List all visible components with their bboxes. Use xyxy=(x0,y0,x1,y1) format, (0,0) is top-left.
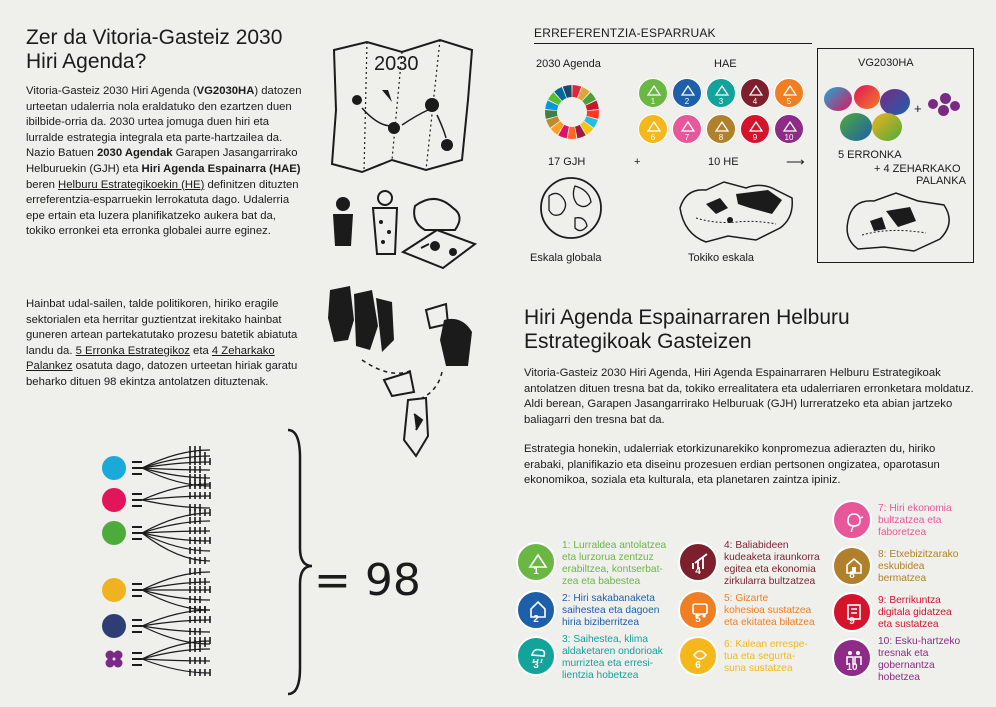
text-run: 4 Zeharkako Palankez xyxy=(26,344,275,373)
lever-dot-2 xyxy=(940,93,951,104)
goal-label-line: 3: Saihestea, klima xyxy=(562,634,649,645)
goal-label-line: gobernantza xyxy=(878,660,935,671)
goal-label-line: faboretzea xyxy=(878,527,927,538)
hae-goal-number: 5 xyxy=(786,97,792,106)
goal-label-line: eta lurzorua zentzuz xyxy=(562,552,654,563)
challenge-blob-2 xyxy=(854,85,880,109)
process-paragraph xyxy=(26,297,304,391)
agenda2030-label: 2030 Agenda xyxy=(536,58,601,70)
goal-number: 4 xyxy=(695,566,701,577)
goal-label-line: 8: Etxebizitzarako xyxy=(878,549,959,560)
strategic-goal-icon xyxy=(516,636,556,676)
strategic-goal-icon xyxy=(678,542,718,582)
hae-goal-number: 3 xyxy=(718,97,724,106)
text-run: Vitoria-Gasteiz 2030 Hiri Agenda ( xyxy=(26,85,197,97)
strategic-goal-label xyxy=(724,639,808,675)
section-paragraph-2: Estrategia honekin, udalerriak etorkizunarekiko konpromezua adierazten du, hiriko erabaki, planifikazio eta diseinu prozesuen erdian pertsonen ongizatea, oparotasun ekonomikoa, soziala eta kulturala, eta planetaren zaintza ipiniz. xyxy=(524,443,940,487)
local-map-illustration xyxy=(676,178,796,246)
vitoria-map-illustration xyxy=(840,187,958,257)
goal-label-line: aldaketaren ondorioak xyxy=(562,646,663,657)
hae-goal-icon xyxy=(706,114,736,144)
challenge-blob-4 xyxy=(840,113,872,141)
goal-number: 9 xyxy=(849,616,855,627)
goal-pictogram-icon xyxy=(783,84,797,96)
goal-label-line: lientzia hobetzea xyxy=(562,670,639,681)
goal-number: 7 xyxy=(849,524,855,535)
challenge-blob-1 xyxy=(824,87,852,111)
goal-label-line: tresnak eta xyxy=(878,648,929,659)
globe-illustration xyxy=(535,172,607,244)
section-paragraph-1: Vitoria-Gasteiz 2030 Hiri Agenda, Hiri Agenda Espainarraren Helburu Estrategikoak antolatzen dituen tresna bat da, tokiko errealitatera eta udalerriaren erronketara moldatuz. Aldi berean, Garapen Jasangarrirako Helburuak (GJH) lurreratzeko eta abian jartzeko baliagarri den tresna bat da. xyxy=(524,367,974,426)
goal-label-line: bultzatzea eta xyxy=(878,515,942,526)
goal-label-line: hiria biziberritzea xyxy=(562,617,640,628)
strategic-goal-icon xyxy=(678,590,718,630)
goal-label-line: 9: Berrikuntza xyxy=(878,595,941,606)
goal-pictogram-icon xyxy=(715,84,729,96)
goal-label-line: 1: Lurraldea antolatzea xyxy=(562,540,667,551)
text-run: ) datozen urteetan udalerria nola eraldatuko den ezartzen duen ibilbide-orria da. 2030 urtea jomuga duen hiri eta lurralde estrategia integrala eta parte-hartzailea da. Nazio Batuen xyxy=(26,85,302,160)
text-run: Garapen Jasangarrirako Helburuekin (GJH) eta xyxy=(26,147,298,175)
goal-label-line: eskubidea xyxy=(878,561,925,572)
goal-label-line: kudeaketa iraunkorra xyxy=(724,552,820,563)
hae-label: HAE xyxy=(714,58,737,70)
hae-goal-icon xyxy=(774,114,804,144)
strategic-goal-label xyxy=(724,593,815,629)
hae-goal-icon xyxy=(774,78,804,108)
strategic-goal-icon xyxy=(832,500,872,540)
lever-dot xyxy=(106,659,115,668)
hae-goal-number: 1 xyxy=(650,97,656,106)
challenge-dot xyxy=(102,521,126,545)
erronka-label: 5 ERRONKA xyxy=(838,149,902,161)
global-scale-label: Eskala globala xyxy=(530,252,602,264)
strategic-goal-icon xyxy=(516,542,556,582)
goal-label-line: zirkularra bultzatzea xyxy=(724,576,816,587)
gjh-count-label: 17 GJH xyxy=(548,156,586,168)
text-run: VG2030HA xyxy=(196,85,255,97)
actions-total: = 98 xyxy=(314,555,421,606)
lever-dot-4 xyxy=(950,101,960,111)
hae-goal-number: 2 xyxy=(684,97,690,106)
hae-goal-number: 10 xyxy=(784,133,794,142)
goal-label-line: 5: Gizarte xyxy=(724,593,769,604)
lever-dot xyxy=(114,659,123,668)
strategic-goal-icon xyxy=(678,636,718,676)
goal-pictogram-icon xyxy=(647,84,661,96)
text-run: 5 Erronka Estrategikoz xyxy=(75,344,190,357)
strategic-goal-label xyxy=(562,540,666,588)
arrow-icon: ⟶ xyxy=(786,154,805,169)
goal-label-line: 6: Kalean errespe- xyxy=(724,639,808,650)
vg2030ha-box xyxy=(817,48,974,263)
goal-label-line: 7: Hiri ekonomia xyxy=(878,503,952,514)
hae-goal-number: 9 xyxy=(752,133,758,142)
goal-number: 1 xyxy=(533,566,539,577)
palanka-label-2: PALANKA xyxy=(916,175,966,187)
goal-number: 8 xyxy=(849,570,855,581)
text-run: Hainbat udal-sailen, talde politikoren, hiriko eragile sektorialen eta herritar guztientzat irekitako hainbat guneren artean partekatutako prozesu batetik abiatuta landu da. xyxy=(26,298,298,357)
local-scale-label: Tokiko eskala xyxy=(688,252,755,264)
goal-number: 6 xyxy=(695,660,701,671)
goal-label-line: egitea eta ekonomia xyxy=(724,564,816,575)
hae-goal-icon xyxy=(740,114,770,144)
text-run: osatuta dago, datozen urteetan hiriak garatu beharko dituen 98 ekintza antolatzen dituztenak. xyxy=(26,360,298,388)
lever-dot xyxy=(106,651,115,660)
goal-label-line: 10: Esku-hartzeko xyxy=(878,636,961,647)
goal-label-line: hobetzea xyxy=(878,672,920,683)
hae-goal-icon xyxy=(638,78,668,108)
strategic-goal-label xyxy=(878,549,958,585)
goal-label-line: 2: Hiri sakabanaketa xyxy=(562,593,655,604)
lever-dot-3 xyxy=(938,105,949,116)
page-title: Zer da Vitoria-Gasteiz 2030 Hiri Agenda? xyxy=(26,26,283,73)
hae-goal-icon xyxy=(706,78,736,108)
text-run: eta xyxy=(189,344,212,357)
text-run: Hiri Agenda Espainarra (HAE) xyxy=(141,162,301,175)
people-planning-illustration xyxy=(325,186,485,276)
strategic-goal-icon xyxy=(832,546,872,586)
goal-pictogram-icon xyxy=(783,120,797,132)
goal-label-line: erabiltzea, kontserbat- xyxy=(562,564,663,575)
hae-goal-icon xyxy=(672,78,702,108)
framework-heading: ERREFERENTZIA-ESPARRUAK xyxy=(534,26,716,40)
challenge-blob-3 xyxy=(880,89,910,115)
sdg-wheel xyxy=(544,84,600,140)
strategic-goal-label xyxy=(878,595,952,631)
goal-label-line: murriztea eta erresi- xyxy=(562,658,654,669)
text-run: 2030 Agendak xyxy=(96,147,173,160)
goal-number: 3 xyxy=(533,660,539,671)
text-run: beren xyxy=(26,178,59,191)
goal-label-line: digitala gidatzea xyxy=(878,607,952,618)
goal-label-line: tua eta segurta- xyxy=(724,651,796,662)
intro-paragraph xyxy=(26,84,304,240)
goal-pictogram-icon xyxy=(647,120,661,132)
sdg-wheel-segment xyxy=(568,127,577,139)
challenges-strokes xyxy=(98,430,308,700)
strategic-goal-label xyxy=(724,540,820,588)
strategic-goal-icon xyxy=(516,590,556,630)
challenges-diagram xyxy=(98,430,308,700)
section-title: Hiri Agenda Espainarraren Helburu Estrategikoak Gasteizen xyxy=(524,306,850,353)
strategic-goal-label xyxy=(562,593,659,629)
hae-goal-number: 8 xyxy=(718,133,724,142)
strategic-goal-label xyxy=(562,634,663,682)
strategic-goal-icon xyxy=(832,592,872,632)
hae-goal-number: 7 xyxy=(684,133,690,142)
hae-goal-number: 4 xyxy=(752,97,758,106)
goal-label-line: zea eta babestea xyxy=(562,576,641,587)
lever-dot-1 xyxy=(928,99,938,109)
goal-pictogram-icon xyxy=(749,120,763,132)
challenge-dot xyxy=(102,488,126,512)
goal-label-line: eta ekitatea bilatzea xyxy=(724,617,815,628)
goal-pictogram-icon xyxy=(681,84,695,96)
plus-sign-2: + xyxy=(914,101,922,116)
goal-pictogram-icon xyxy=(681,120,695,132)
goal-label-line: 4: Baliabideen xyxy=(724,540,789,551)
plus-sign: + xyxy=(634,156,641,168)
strategic-goal-label xyxy=(878,503,952,539)
hae-goal-icon xyxy=(672,114,702,144)
hae-goal-number: 6 xyxy=(650,133,656,142)
palanka-label-1: + 4 ZEHARKAKO xyxy=(874,163,961,175)
framework-heading-rule xyxy=(534,43,812,44)
challenge-dot xyxy=(102,614,126,638)
hae-icon-grid xyxy=(636,76,808,148)
text-run: definitzen dituzten erreferentzia-esparruekin lerrokatuta dago. Udalerria epe ertain eta luzera planifikatzeko aukera bat da, tokiko erronkei eta erronka globalei aurre eginez. xyxy=(26,178,299,238)
strategic-goal-label xyxy=(878,636,960,684)
goal-label-line: kohesioa sustatzea xyxy=(724,605,812,616)
text-run: Helburu Estrategikoekin (HE) xyxy=(58,178,205,191)
lever-dot xyxy=(114,651,123,660)
goal-pictogram-icon xyxy=(749,84,763,96)
goal-label-line: saihestea eta dagoen xyxy=(562,605,660,616)
curly-brace xyxy=(282,428,318,698)
goal-number: 2 xyxy=(533,614,539,625)
goal-number: 5 xyxy=(695,614,701,625)
challenge-dot xyxy=(102,456,126,480)
challenge-blob-5 xyxy=(872,113,902,141)
goal-label-line: suna sustatzea xyxy=(724,663,793,674)
participation-illustration xyxy=(322,280,492,470)
he-count-label: 10 HE xyxy=(708,156,739,168)
vg2030ha-label: VG2030HA xyxy=(858,57,914,69)
map-illustration xyxy=(322,30,482,180)
hae-goal-icon xyxy=(638,114,668,144)
goal-label-line: eta sustatzea xyxy=(878,619,939,630)
strategic-goal-icon xyxy=(832,638,872,678)
challenge-dot xyxy=(102,578,126,602)
map-year-label: 2030 xyxy=(374,53,419,75)
goal-pictogram-icon xyxy=(715,120,729,132)
goal-number: 10 xyxy=(846,662,858,673)
hae-goal-icon xyxy=(740,78,770,108)
goal-label-line: bermatzea xyxy=(878,573,927,584)
